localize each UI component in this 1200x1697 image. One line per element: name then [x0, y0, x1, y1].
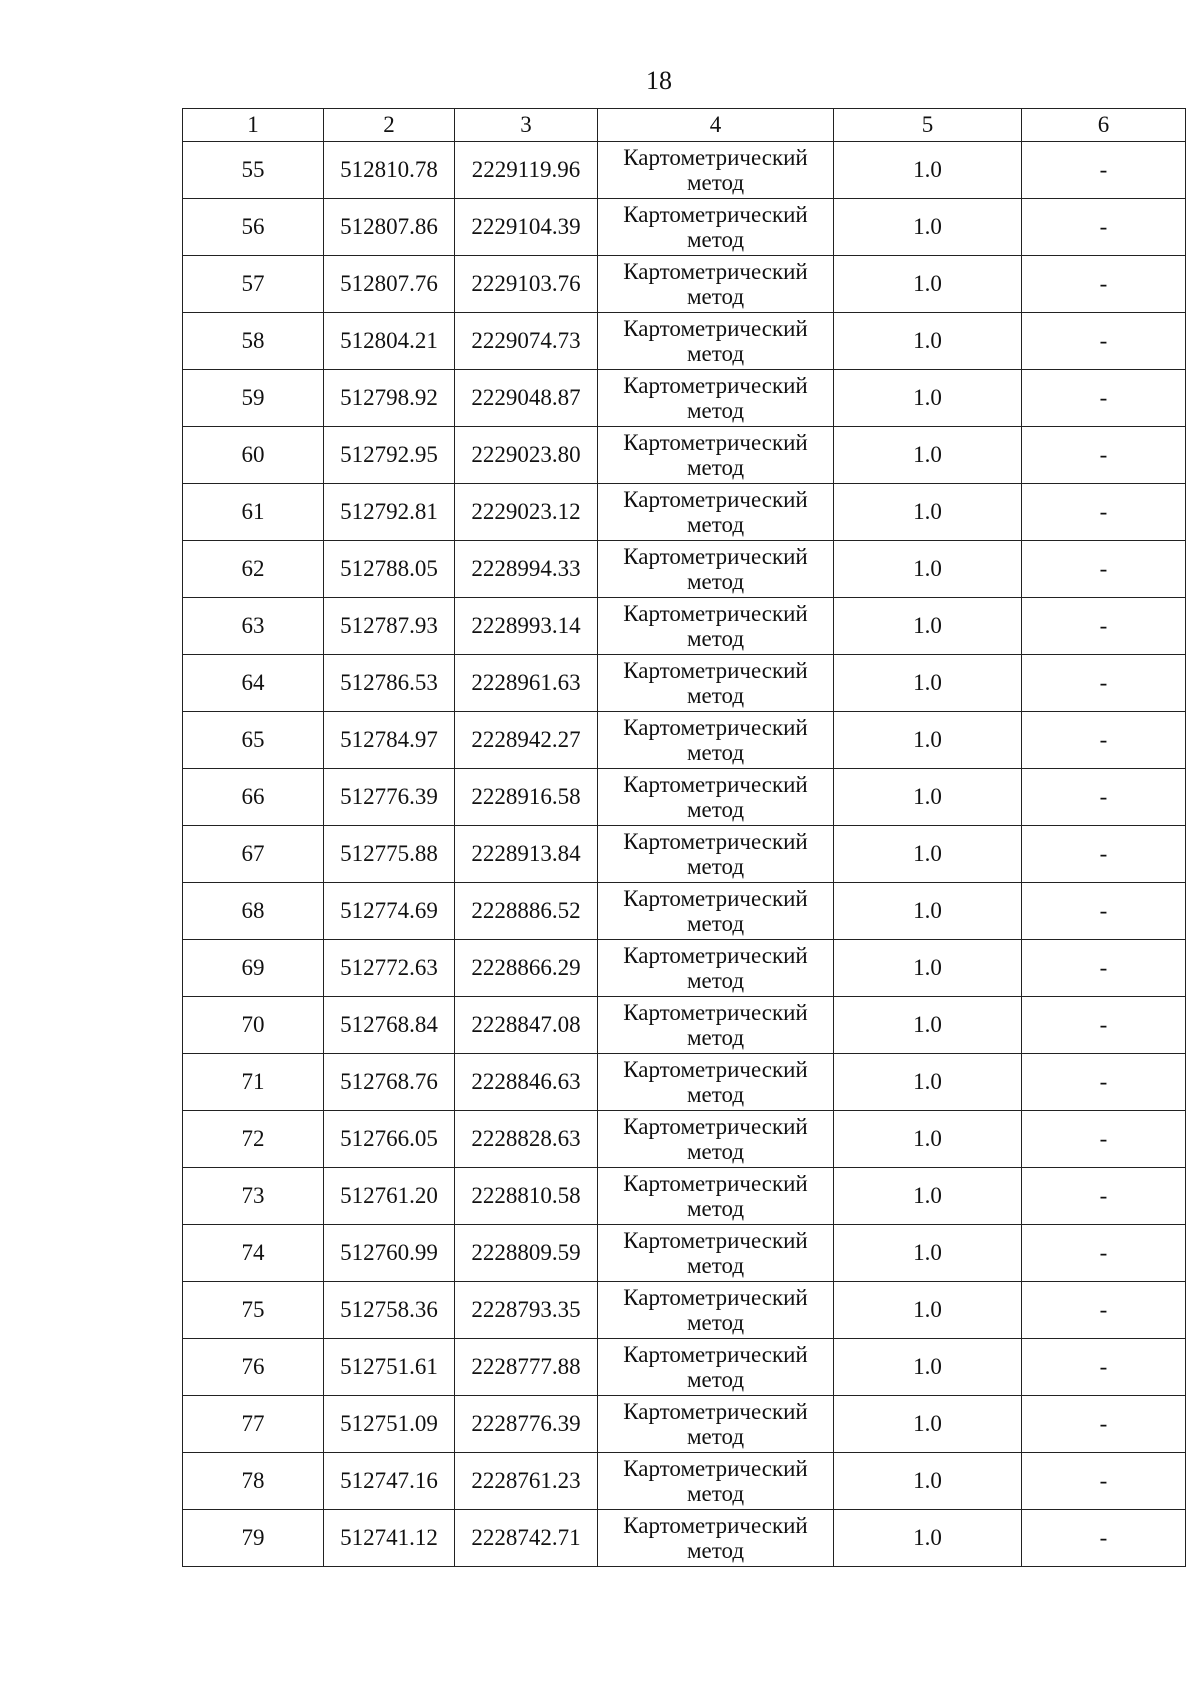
point-number-cell: 68 — [183, 883, 324, 940]
header-cell: 4 — [598, 109, 834, 142]
note-cell: - — [1022, 769, 1186, 826]
accuracy-cell: 1.0 — [834, 1510, 1022, 1567]
accuracy-cell: 1.0 — [834, 427, 1022, 484]
point-number-cell: 77 — [183, 1396, 324, 1453]
method-text: Картометрический метод — [623, 1513, 808, 1563]
method-text: Картометрический метод — [623, 316, 808, 366]
accuracy-cell: 1.0 — [834, 1453, 1022, 1510]
accuracy-cell: 1.0 — [834, 712, 1022, 769]
y-coordinate-cell: 2228846.63 — [455, 1054, 598, 1111]
note-cell: - — [1022, 484, 1186, 541]
y-coordinate-cell: 2228913.84 — [455, 826, 598, 883]
method-text: Картометрический метод — [623, 544, 808, 594]
y-coordinate-cell: 2228742.71 — [455, 1510, 598, 1567]
accuracy-cell: 1.0 — [834, 940, 1022, 997]
x-coordinate-cell: 512747.16 — [324, 1453, 455, 1510]
method-cell — [598, 940, 834, 997]
note-cell: - — [1022, 541, 1186, 598]
x-coordinate-cell: 512758.36 — [324, 1282, 455, 1339]
point-number-cell: 74 — [183, 1225, 324, 1282]
point-number-cell: 67 — [183, 826, 324, 883]
x-coordinate-cell: 512772.63 — [324, 940, 455, 997]
point-number-cell: 69 — [183, 940, 324, 997]
note-cell: - — [1022, 1111, 1186, 1168]
x-coordinate-cell: 512784.97 — [324, 712, 455, 769]
note-cell: - — [1022, 1282, 1186, 1339]
accuracy-cell: 1.0 — [834, 370, 1022, 427]
note-cell: - — [1022, 883, 1186, 940]
y-coordinate-cell: 2228993.14 — [455, 598, 598, 655]
method-text: Картометрический метод — [623, 259, 808, 309]
y-coordinate-cell: 2229119.96 — [455, 142, 598, 199]
accuracy-cell: 1.0 — [834, 1225, 1022, 1282]
accuracy-cell: 1.0 — [834, 598, 1022, 655]
method-text: Картометрический метод — [623, 1057, 808, 1107]
y-coordinate-cell: 2229074.73 — [455, 313, 598, 370]
method-text: Картометрический метод — [623, 1285, 808, 1335]
x-coordinate-cell: 512768.76 — [324, 1054, 455, 1111]
table-row — [183, 427, 1186, 484]
x-coordinate-cell: 512741.12 — [324, 1510, 455, 1567]
method-cell — [598, 256, 834, 313]
x-coordinate-cell: 512786.53 — [324, 655, 455, 712]
y-coordinate-cell: 2228777.88 — [455, 1339, 598, 1396]
note-cell: - — [1022, 826, 1186, 883]
method-cell — [598, 997, 834, 1054]
method-text: Картометрический метод — [623, 1228, 808, 1278]
table-row — [183, 598, 1186, 655]
note-cell: - — [1022, 1453, 1186, 1510]
accuracy-cell: 1.0 — [834, 1054, 1022, 1111]
method-text: Картометрический метод — [623, 601, 808, 651]
x-coordinate-cell: 512804.21 — [324, 313, 455, 370]
accuracy-cell: 1.0 — [834, 484, 1022, 541]
point-number-cell: 55 — [183, 142, 324, 199]
method-cell — [598, 1111, 834, 1168]
header-cell: 1 — [183, 109, 324, 142]
header-cell: 3 — [455, 109, 598, 142]
y-coordinate-cell: 2228828.63 — [455, 1111, 598, 1168]
method-text: Картометрический метод — [623, 1171, 808, 1221]
note-cell: - — [1022, 256, 1186, 313]
table-row — [183, 370, 1186, 427]
accuracy-cell: 1.0 — [834, 313, 1022, 370]
note-cell: - — [1022, 1396, 1186, 1453]
method-cell — [598, 313, 834, 370]
method-cell — [598, 1282, 834, 1339]
note-cell: - — [1022, 427, 1186, 484]
note-cell: - — [1022, 1225, 1186, 1282]
point-number-cell: 79 — [183, 1510, 324, 1567]
method-text: Картометрический метод — [623, 373, 808, 423]
accuracy-cell: 1.0 — [834, 199, 1022, 256]
header-cell: 5 — [834, 109, 1022, 142]
method-text: Картометрический метод — [623, 886, 808, 936]
table-row — [183, 1054, 1186, 1111]
y-coordinate-cell: 2228994.33 — [455, 541, 598, 598]
table-row — [183, 199, 1186, 256]
table-row — [183, 1453, 1186, 1510]
table-row — [183, 940, 1186, 997]
table-row — [183, 484, 1186, 541]
method-cell — [598, 655, 834, 712]
point-number-cell: 60 — [183, 427, 324, 484]
x-coordinate-cell: 512798.92 — [324, 370, 455, 427]
table-row — [183, 1396, 1186, 1453]
table-row — [183, 883, 1186, 940]
note-cell: - — [1022, 142, 1186, 199]
point-number-cell: 78 — [183, 1453, 324, 1510]
x-coordinate-cell: 512792.81 — [324, 484, 455, 541]
method-cell — [598, 142, 834, 199]
method-text: Картометрический метод — [623, 145, 808, 195]
accuracy-cell: 1.0 — [834, 997, 1022, 1054]
point-number-cell: 76 — [183, 1339, 324, 1396]
accuracy-cell: 1.0 — [834, 769, 1022, 826]
y-coordinate-cell: 2228847.08 — [455, 997, 598, 1054]
x-coordinate-cell: 512807.76 — [324, 256, 455, 313]
point-number-cell: 57 — [183, 256, 324, 313]
y-coordinate-cell: 2229103.76 — [455, 256, 598, 313]
accuracy-cell: 1.0 — [834, 541, 1022, 598]
note-cell: - — [1022, 199, 1186, 256]
table-row — [183, 826, 1186, 883]
method-cell — [598, 484, 834, 541]
method-cell — [598, 883, 834, 940]
method-text: Картометрический метод — [623, 829, 808, 879]
method-cell — [598, 712, 834, 769]
y-coordinate-cell: 2228793.35 — [455, 1282, 598, 1339]
y-coordinate-cell: 2229048.87 — [455, 370, 598, 427]
table-row — [183, 1339, 1186, 1396]
point-number-cell: 61 — [183, 484, 324, 541]
accuracy-cell: 1.0 — [834, 142, 1022, 199]
method-cell — [598, 769, 834, 826]
point-number-cell: 58 — [183, 313, 324, 370]
method-text: Картометрический метод — [623, 430, 808, 480]
note-cell: - — [1022, 1510, 1186, 1567]
method-cell — [598, 1225, 834, 1282]
note-cell: - — [1022, 1054, 1186, 1111]
point-number-cell: 65 — [183, 712, 324, 769]
point-number-cell: 64 — [183, 655, 324, 712]
y-coordinate-cell: 2228886.52 — [455, 883, 598, 940]
method-text: Картометрический метод — [623, 1456, 808, 1506]
table-row — [183, 1168, 1186, 1225]
table-row — [183, 256, 1186, 313]
method-cell — [598, 1453, 834, 1510]
x-coordinate-cell: 512766.05 — [324, 1111, 455, 1168]
accuracy-cell: 1.0 — [834, 1282, 1022, 1339]
note-cell: - — [1022, 940, 1186, 997]
method-cell — [598, 1510, 834, 1567]
accuracy-cell: 1.0 — [834, 883, 1022, 940]
method-text: Картометрический метод — [623, 487, 808, 537]
method-cell — [598, 1054, 834, 1111]
y-coordinate-cell: 2228942.27 — [455, 712, 598, 769]
point-number-cell: 72 — [183, 1111, 324, 1168]
x-coordinate-cell: 512776.39 — [324, 769, 455, 826]
method-cell — [598, 826, 834, 883]
note-cell: - — [1022, 370, 1186, 427]
note-cell: - — [1022, 1339, 1186, 1396]
header-cell: 6 — [1022, 109, 1186, 142]
x-coordinate-cell: 512761.20 — [324, 1168, 455, 1225]
point-number-cell: 59 — [183, 370, 324, 427]
table-row — [183, 1510, 1186, 1567]
coordinates-table — [182, 108, 1186, 1567]
y-coordinate-cell: 2228761.23 — [455, 1453, 598, 1510]
note-cell: - — [1022, 313, 1186, 370]
method-cell — [598, 598, 834, 655]
x-coordinate-cell: 512760.99 — [324, 1225, 455, 1282]
accuracy-cell: 1.0 — [834, 826, 1022, 883]
x-coordinate-cell: 512751.09 — [324, 1396, 455, 1453]
table-row — [183, 1111, 1186, 1168]
table-row — [183, 769, 1186, 826]
table-row — [183, 313, 1186, 370]
method-cell — [598, 1168, 834, 1225]
accuracy-cell: 1.0 — [834, 1396, 1022, 1453]
accuracy-cell: 1.0 — [834, 655, 1022, 712]
point-number-cell: 63 — [183, 598, 324, 655]
table-row — [183, 712, 1186, 769]
method-text: Картометрический метод — [623, 715, 808, 765]
note-cell: - — [1022, 655, 1186, 712]
point-number-cell: 66 — [183, 769, 324, 826]
x-coordinate-cell: 512807.86 — [324, 199, 455, 256]
x-coordinate-cell: 512768.84 — [324, 997, 455, 1054]
accuracy-cell: 1.0 — [834, 256, 1022, 313]
y-coordinate-cell: 2229104.39 — [455, 199, 598, 256]
point-number-cell: 75 — [183, 1282, 324, 1339]
note-cell: - — [1022, 997, 1186, 1054]
accuracy-cell: 1.0 — [834, 1111, 1022, 1168]
note-cell: - — [1022, 712, 1186, 769]
method-text: Картометрический метод — [623, 658, 808, 708]
x-coordinate-cell: 512787.93 — [324, 598, 455, 655]
header-cell: 2 — [324, 109, 455, 142]
note-cell: - — [1022, 598, 1186, 655]
x-coordinate-cell: 512788.05 — [324, 541, 455, 598]
x-coordinate-cell: 512751.61 — [324, 1339, 455, 1396]
point-number-cell: 62 — [183, 541, 324, 598]
x-coordinate-cell: 512810.78 — [324, 142, 455, 199]
method-text: Картометрический метод — [623, 202, 808, 252]
method-text: Картометрический метод — [623, 1000, 808, 1050]
x-coordinate-cell: 512775.88 — [324, 826, 455, 883]
method-cell — [598, 199, 834, 256]
table-row — [183, 1282, 1186, 1339]
method-cell — [598, 370, 834, 427]
y-coordinate-cell: 2228776.39 — [455, 1396, 598, 1453]
method-cell — [598, 427, 834, 484]
method-text: Картометрический метод — [623, 772, 808, 822]
method-cell — [598, 541, 834, 598]
x-coordinate-cell: 512774.69 — [324, 883, 455, 940]
y-coordinate-cell: 2228961.63 — [455, 655, 598, 712]
point-number-cell: 70 — [183, 997, 324, 1054]
table-header-row — [183, 109, 1186, 142]
method-text: Картометрический метод — [623, 1342, 808, 1392]
table-row — [183, 142, 1186, 199]
accuracy-cell: 1.0 — [834, 1168, 1022, 1225]
table-row — [183, 1225, 1186, 1282]
method-text: Картометрический метод — [623, 1399, 808, 1449]
method-text: Картометрический метод — [623, 943, 808, 993]
y-coordinate-cell: 2228916.58 — [455, 769, 598, 826]
y-coordinate-cell: 2228810.58 — [455, 1168, 598, 1225]
y-coordinate-cell: 2228866.29 — [455, 940, 598, 997]
method-cell — [598, 1396, 834, 1453]
table-row — [183, 997, 1186, 1054]
x-coordinate-cell: 512792.95 — [324, 427, 455, 484]
point-number-cell: 56 — [183, 199, 324, 256]
table-body — [183, 109, 1186, 1567]
table-row — [183, 655, 1186, 712]
method-text: Картометрический метод — [623, 1114, 808, 1164]
y-coordinate-cell: 2229023.80 — [455, 427, 598, 484]
note-cell: - — [1022, 1168, 1186, 1225]
method-cell — [598, 1339, 834, 1396]
y-coordinate-cell: 2229023.12 — [455, 484, 598, 541]
table-row — [183, 541, 1186, 598]
page-number: 18 — [646, 66, 672, 95]
accuracy-cell: 1.0 — [834, 1339, 1022, 1396]
point-number-cell: 71 — [183, 1054, 324, 1111]
point-number-cell: 73 — [183, 1168, 324, 1225]
y-coordinate-cell: 2228809.59 — [455, 1225, 598, 1282]
